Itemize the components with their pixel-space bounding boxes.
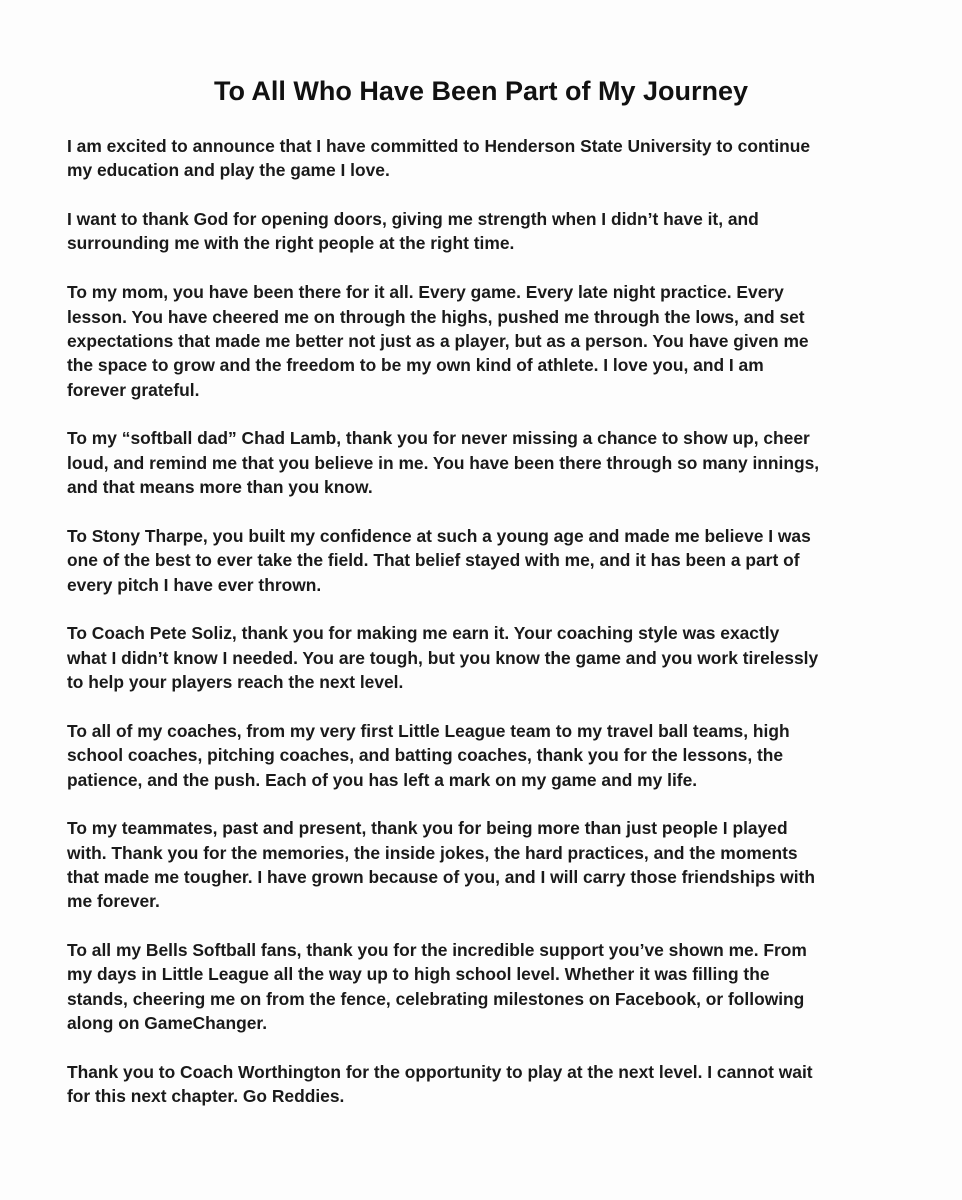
text-line: for this next chapter. Go Reddies. xyxy=(67,1086,345,1107)
text-line: every pitch I have ever thrown. xyxy=(67,574,322,595)
text-line: To my mom, you have been there for it all. Every game. Every late night practice. Every xyxy=(67,282,784,303)
text-line: surrounding me with the right people at the right time. xyxy=(67,233,515,254)
text-line: my days in Little League all the way up to high school level. Whether it was filling the xyxy=(67,964,770,985)
paragraph-all-coaches xyxy=(67,719,917,792)
text-line: and that means more than you know. xyxy=(67,477,373,498)
text-line: me forever. xyxy=(67,891,160,912)
text-line: school coaches, pitching coaches, and batting coaches, thank you for the lessons, the xyxy=(67,745,784,766)
text-line: what I didn’t know I needed. You are tough, but you know the game and you work tirelessly xyxy=(67,647,819,668)
paragraph-stony-tharpe xyxy=(67,524,917,597)
text-line: I am excited to announce that I have committed to Henderson State University to continue xyxy=(67,136,811,156)
text-line: To Stony Tharpe, you built my confidence at such a young age and made me believe I was xyxy=(67,525,811,546)
text-line: loud, and remind me that you believe in me. You have been there through so many innings, xyxy=(67,452,820,473)
paragraph-mom xyxy=(67,280,917,401)
text-line: To my “softball dad” Chad Lamb, thank you for never missing a chance to show up, cheer xyxy=(67,428,810,449)
text-line: with. Thank you for the memories, the inside jokes, the hard practices, and the moments xyxy=(67,842,798,863)
paragraph-softball-dad xyxy=(67,426,917,499)
text-line: To my teammates, past and present, thank you for being more than just people I played xyxy=(67,818,788,839)
paragraph-closing xyxy=(67,1060,917,1109)
document-body xyxy=(67,134,917,1133)
text-line: To Coach Pete Soliz, thank you for making me earn it. Your coaching style was exactly xyxy=(67,623,780,644)
text-line: stands, cheering me on from the fence, celebrating milestones on Facebook, or following xyxy=(67,988,805,1009)
paragraph-fans xyxy=(67,938,917,1035)
text-line: patience, and the push. Each of you has left a mark on my game and my life. xyxy=(67,769,698,790)
paragraph-teammates xyxy=(67,816,917,913)
text-line: Thank you to Coach Worthington for the opportunity to play at the next level. I cannot wait xyxy=(67,1061,813,1082)
text-line: expectations that made me better not just as a player, but as a person. You have given me xyxy=(67,330,809,351)
text-line: lesson. You have cheered me on through the highs, pushed me through the lows, and set xyxy=(67,306,805,327)
text-line: the space to grow and the freedom to be my own kind of athlete. I love you, and I am xyxy=(67,355,764,376)
text-line: I want to thank God for opening doors, giving me strength when I didn’t have it, and xyxy=(67,209,759,230)
text-line: To all of my coaches, from my very first Little League team to my travel ball teams, high xyxy=(67,720,790,741)
text-line: To all my Bells Softball fans, thank you for the incredible support you’ve shown me. From xyxy=(67,940,807,961)
text-line: that made me tougher. I have grown because of you, and I will carry those friendships with xyxy=(67,866,815,887)
text-line: forever grateful. xyxy=(67,379,200,400)
document-title: To All Who Have Been Part of My Journey xyxy=(213,76,749,106)
paragraph-coach-soliz xyxy=(67,621,917,694)
text-line: along on GameChanger. xyxy=(67,1013,268,1034)
text-line: one of the best to ever take the field. That belief stayed with me, and it has been a part of xyxy=(67,550,800,571)
paragraph-thanks-god xyxy=(67,207,917,256)
text-line: my education and play the game I love. xyxy=(67,160,390,181)
text-line: to help your players reach the next level. xyxy=(67,672,404,693)
paragraph-announcement xyxy=(67,134,917,183)
